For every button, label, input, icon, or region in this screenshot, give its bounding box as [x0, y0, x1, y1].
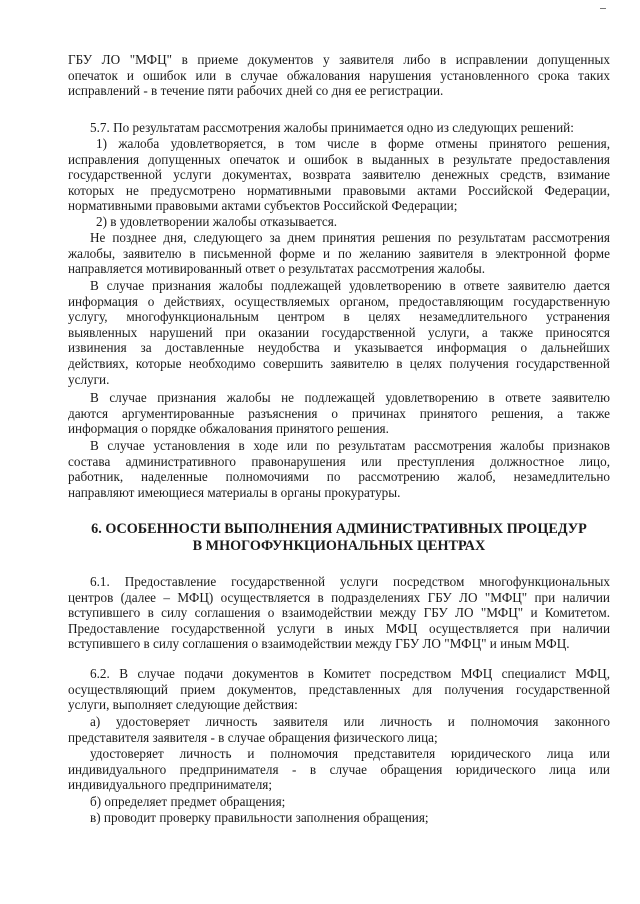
text-line: направляют имеющиеся материалы в органы прокуратуры.: [68, 484, 401, 500]
heading-line: 6. ОСОБЕННОСТИ ВЫПОЛНЕНИЯ АДМИНИСТРАТИВНЫХ ПРОЦЕДУР: [91, 521, 587, 537]
text-line: В случае признания жалобы не подлежащей удовлетворению в ответе заявителю: [90, 390, 610, 405]
paragraph-continuation: [68, 52, 610, 99]
text-line: вступившего в силу соглашения о взаимодействии между ГБУ ЛО "МФЦ" и иным МФЦ.: [68, 636, 570, 652]
paragraph-5-7: [68, 120, 610, 136]
text-line: ГБУ ЛО "МФЦ" в приеме документов у заявителя либо в исправлении допущенных: [68, 52, 610, 67]
paragraph-5-7-item-1: [68, 136, 610, 214]
text-line: индивидуального предпринимателя - в случае обращения юридического лица или: [68, 761, 610, 777]
text-line: опечаток и ошибок или в случае обжалования нарушения установленного срока таких: [68, 67, 610, 83]
text-line: В случае установления в ходе или по результатам рассмотрения жалобы признаков: [90, 438, 610, 453]
text-line: даются аргументированные разъяснения о причинах принятого решения, а также: [68, 405, 610, 421]
paragraph-6-2: [68, 666, 610, 713]
text-line: услугу, многофункциональным центром в целях незамедлительного устранения: [68, 309, 610, 325]
text-line: 6.2. В случае подачи документов в Комитет посредством МФЦ специалист МФЦ,: [90, 666, 610, 681]
text-line: В случае признания жалобы подлежащей удовлетворению в ответе заявителю дается: [90, 278, 610, 293]
text-line: индивидуального предпринимателя;: [68, 777, 273, 793]
text-line: 1) жалоба удовлетворяется, в том числе в форме отмены принятого решения,: [96, 136, 610, 151]
text-line: а) удостоверяет личность заявителя или личность и полномочия законного: [90, 714, 610, 729]
paragraph-5-7-item-2: [68, 214, 610, 230]
paragraph-offense: [68, 438, 610, 500]
text-line: в) проводит проверку правильности заполнения обращения;: [90, 810, 429, 825]
text-line: направляется мотивированный ответ о результатах рассмотрения жалобы.: [68, 261, 486, 277]
text-line: центров (далее – МФЦ) осуществляется в подразделениях ГБУ ЛО "МФЦ" при наличии: [68, 589, 610, 605]
text-line: 2) в удовлетворении жалобы отказывается.: [96, 214, 338, 229]
text-line: услуги.: [68, 371, 110, 387]
paragraph-complaint-satisfied: [68, 278, 610, 387]
paragraph-deadline: [68, 230, 610, 277]
text-line: Не позднее дня, следующего за днем принятия решения по результатам рассмотрения: [90, 230, 610, 245]
text-line: осуществляющий прием документов, представленных для получения государственной: [68, 681, 610, 697]
text-line: Предоставление государственной услуги в иных МФЦ осуществляется при наличии: [68, 620, 610, 636]
paragraph-6-2-item-b: [68, 794, 610, 810]
heading-line: В МНОГОФУНКЦИОНАЛЬНЫХ ЦЕНТРАХ: [192, 538, 486, 554]
text-line: состава административного правонарушения или преступления должностное лицо,: [68, 453, 610, 469]
paragraph-6-2-item-a-legal: [68, 746, 610, 793]
text-line: государственной услуги документах, возврата заявителю денежных средств, взимание: [68, 167, 610, 183]
text-line: нормативными правовыми актами субъектов Российской Федерации;: [68, 198, 458, 214]
text-line: удостоверяет личность и полномочия представителя юридического лица или: [90, 746, 610, 761]
text-line: работник, наделенные полномочиями по рассмотрению жалоб, незамедлительно: [68, 469, 610, 485]
text-line: 5.7. По результатам рассмотрения жалобы принимается одно из следующих решений:: [90, 120, 574, 135]
text-line: выявленных нарушений при оказании государственной услуги, а также приносятся: [68, 324, 610, 340]
text-line: жалобы, заявителю в письменной форме и по желанию заявителя в электронной форме: [68, 245, 610, 261]
text-line: услуги, выполняет следующие действия:: [68, 697, 298, 713]
text-line: вступившего в силу соглашения о взаимодействии между ГБУ ЛО "МФЦ" и Комитетом.: [68, 605, 610, 621]
paragraph-6-1: [68, 574, 610, 652]
text-line: действиях, которые необходимо совершить заявителю в целях получения государственной: [68, 355, 610, 371]
paragraph-6-2-item-a: [68, 714, 610, 745]
scan-mark: [600, 8, 606, 9]
text-line: информация о порядке обжалования принятого решения.: [68, 421, 389, 437]
text-line: извинения за доставленные неудобства и указывается информация о дальнейших: [68, 340, 610, 356]
paragraph-6-2-item-v: [68, 810, 610, 826]
text-line: исправления допущенных опечаток и ошибок в выданных в результате предоставления: [68, 151, 610, 167]
paragraph-complaint-not-satisfied: [68, 390, 610, 437]
text-line: б) определяет предмет обращения;: [90, 794, 286, 809]
text-line: исправлений - в течение пяти рабочих дней со дня ее регистрации.: [68, 83, 444, 99]
text-line: информация о действиях, осуществляемых органом, предоставляющим государственную: [68, 293, 610, 309]
text-line: 6.1. Предоставление государственной услуги посредством многофункциональных: [90, 574, 610, 589]
text-line: представителя заявителя - в случае обращения физического лица;: [68, 729, 438, 745]
section-heading: [68, 521, 610, 555]
text-line: которых не предусмотрено нормативными правовыми актами Российской Федерации,: [68, 182, 610, 198]
